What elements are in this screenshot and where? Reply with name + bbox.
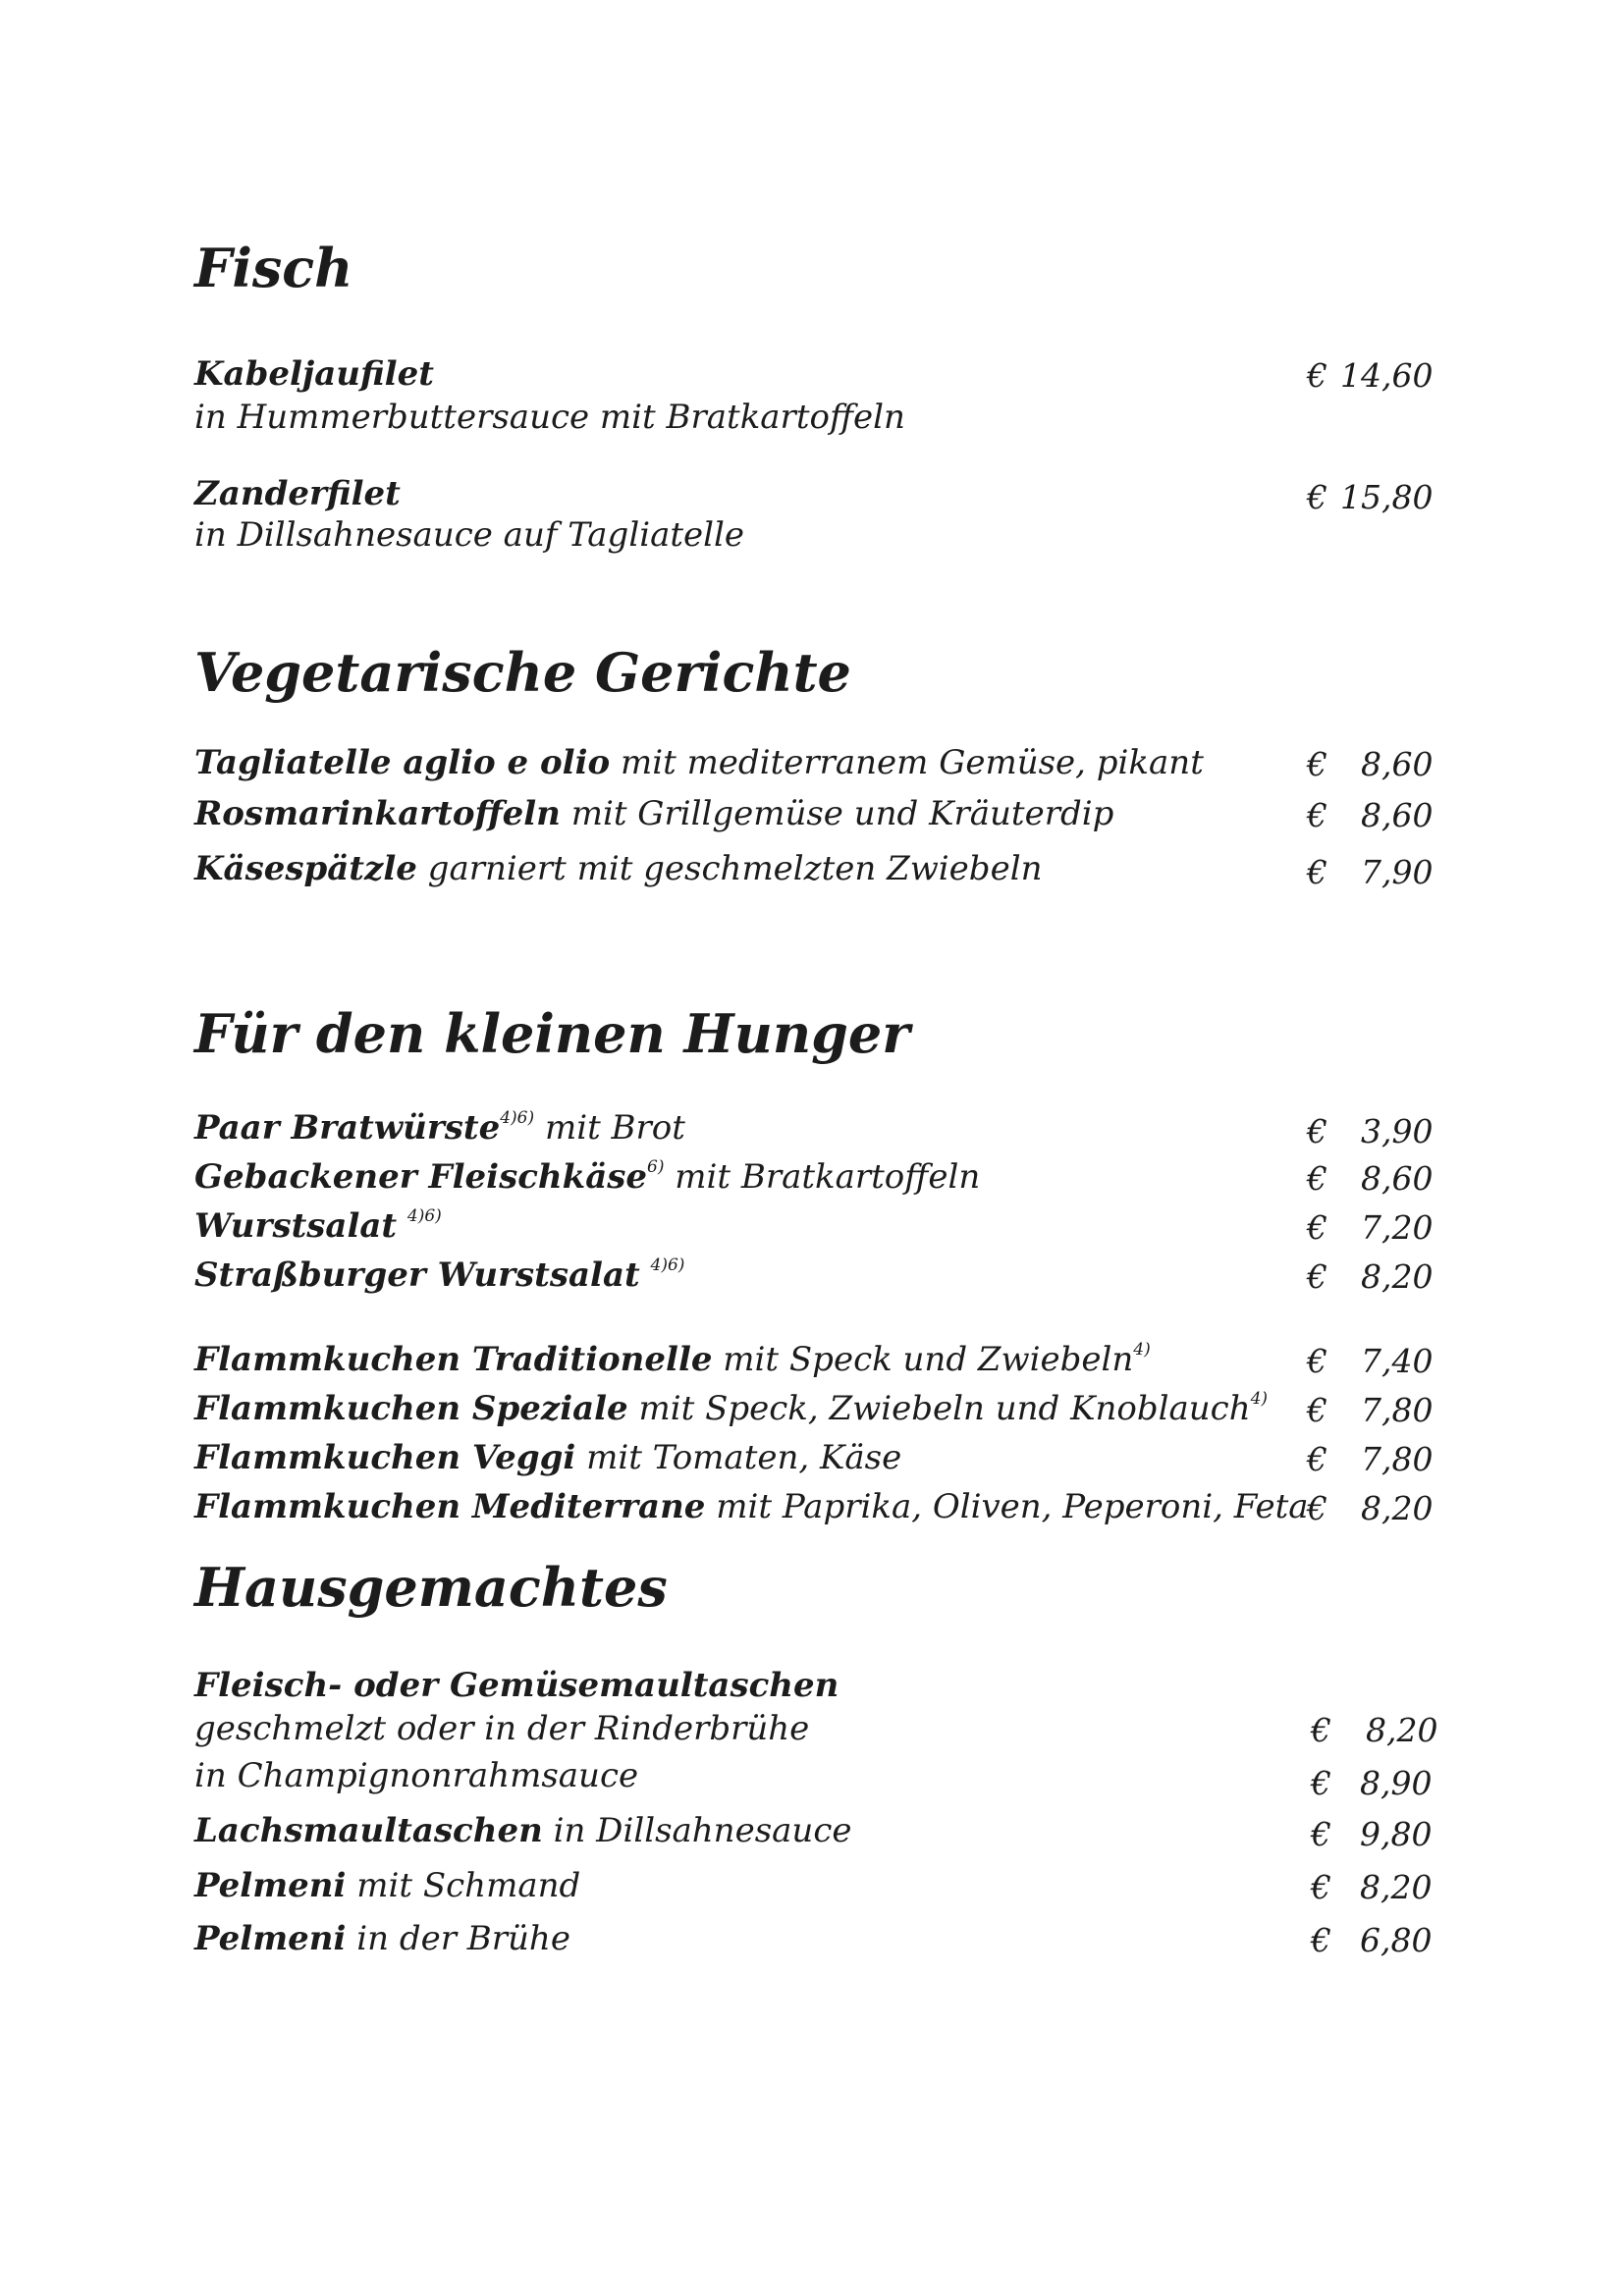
menu-item-name: Zanderfilet — [194, 474, 401, 513]
menu-item: Flammkuchen Mediterrane mit Paprika, Oliven, Peperoni, Feta — [194, 1487, 1309, 1526]
menu-item-description: in Dillsahnesauce auf Tagliatelle — [194, 515, 744, 555]
menu-item-description: in Champignonrahmsauce — [194, 1756, 639, 1795]
menu-item: Rosmarinkartoffeln mit Grillgemüse und Kräuterdip — [194, 794, 1114, 833]
menu-item: Flammkuchen Speziale mit Speck, Zwiebeln und Knoblauch$^{4)}$ — [194, 1389, 1269, 1428]
menu-item-name: Kabeljaufilet — [194, 354, 434, 394]
menu-item: Gebackener Fleischkäse$^{6)}$ mit Bratkartoffeln — [194, 1157, 981, 1197]
menu-item: Wurstsalat $^{4)6)}$ — [194, 1206, 442, 1246]
menu-item: Paar Bratwürste$^{4)6)}$ mit Brot — [194, 1108, 685, 1148]
menu-item: Pelmeni in der Brühe — [194, 1919, 570, 1958]
section-heading-hunger: Für den kleinen Hunger — [194, 1002, 910, 1065]
menu-item: Flammkuchen Veggi mit Tomaten, Käse — [194, 1438, 902, 1477]
menu-item: Tagliatelle aglio e olio mit mediterranem Gemüse, pikant — [194, 743, 1204, 782]
section-heading-fisch: Fisch — [194, 237, 353, 299]
section-heading-vegetarisch: Vegetarische Gerichte — [194, 641, 851, 704]
menu-item: Straßburger Wurstsalat $^{4)6)}$ — [194, 1255, 685, 1295]
section-heading-hausgemacht: Hausgemachtes — [194, 1556, 668, 1619]
menu-item: Pelmeni mit Schmand — [194, 1866, 581, 1905]
menu-item: Käsespätzle garniert mit geschmelzten Zwiebeln — [194, 849, 1043, 888]
menu-item-description: in Hummerbuttersauce mit Bratkartoffeln — [194, 398, 905, 437]
menu-item-name: Fleisch- oder Gemüsemaultaschen — [194, 1666, 839, 1705]
menu-item: Flammkuchen Traditionelle mit Speck und Zwiebeln$^{4)}$ — [194, 1340, 1151, 1379]
menu-item: Lachsmaultaschen in Dillsahnesauce — [194, 1811, 852, 1850]
menu-item-description: geschmelzt oder in der Rinderbrühe — [194, 1709, 810, 1748]
